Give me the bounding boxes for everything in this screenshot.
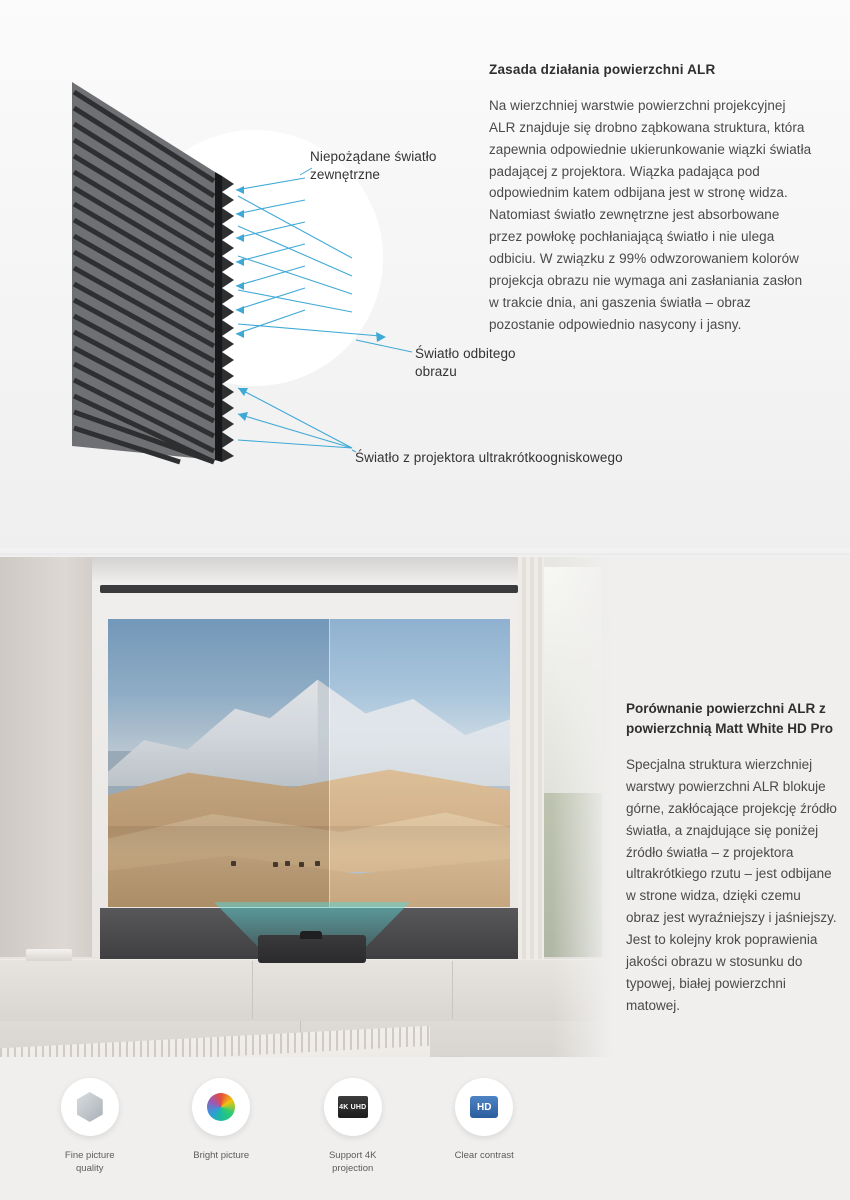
label-unwanted-light: Niepożądane światło zewnętrzne	[310, 149, 437, 183]
alr-principle-paragraph: Na wierzchniej warstwie powierzchni projekcyjnej ALR znajduje się drobno ząbkowana struktura, która zapewnia odpowiednie ukierunkowanie wiązki światła padającej z projektora. Wiązka padająca pod odpowiednim katem odbijana jest w stronę widza. Natomiast światło zewnętrzne jest absorbowane przez powłokę pochłaniającą światło i nie ulega odbiciu. W związku z 99% odwzorowaniem kolorów projekcja obrazu nie wymaga ani zasłaniania zasłon w trakcie dnia, ani gaszenia światła – obraz pozostanie odpowiednio nasycony i jasny.	[489, 98, 812, 332]
feature-label: Clear contrast	[454, 1150, 514, 1161]
feature-label: Support 4K projection	[328, 1150, 377, 1174]
label-reflected-image-light: Światło odbitego obrazu	[415, 346, 516, 380]
label-projector-light: Światło z projektora ultrakrótkoogniskowego	[355, 450, 623, 465]
living-room-photo	[0, 557, 612, 1057]
alr-principle-heading: Zasada działania powierzchni ALR	[489, 62, 716, 77]
alr-principle-text-column	[489, 62, 814, 335]
alr-comparison-text-column	[626, 699, 838, 1016]
color-wheel-icon	[207, 1093, 235, 1121]
credenza-seam	[452, 961, 453, 1019]
alr-principle-section	[0, 0, 850, 548]
feature-item-fine-picture-quality	[52, 1078, 128, 1188]
feature-item-clear-contrast	[447, 1078, 523, 1188]
ceiling-shadow	[92, 557, 522, 583]
feature-label: Fine picture quality	[64, 1150, 115, 1174]
media-credenza	[0, 959, 612, 1021]
feature-item-bright-picture	[184, 1078, 260, 1188]
feature-badge	[192, 1078, 250, 1136]
screen-top-casing	[100, 585, 518, 593]
alr-half-overlay	[329, 619, 510, 907]
matt-white-half-overlay	[108, 619, 329, 907]
hd-icon: HD	[470, 1096, 498, 1118]
feature-badge	[455, 1078, 513, 1136]
alr-comparison-heading: Porównanie powierzchni ALR z powierzchnią Matt White HD Pro	[626, 701, 834, 736]
feature-label: Bright picture	[193, 1150, 250, 1161]
alr-comparison-paragraph: Specjalna struktura wierzchniej warstwy powierzchni ALR blokuje górne, zakłócające projekcję źródło światła, a znajdujące się poniżej źródło światła – z projektora ultrakrótkiego rzutu – jest odbijane w strone widza, dzięki czemu obraz jest wyraźniejszy i jaśniejszy. Jest to kolejny krok poprawienia jakości obrazu w stosunku do typowej, białej powierzchni matowej.	[626, 757, 837, 1013]
curtain	[518, 557, 544, 969]
photo-right-fade	[552, 557, 612, 1057]
feature-badge	[61, 1078, 119, 1136]
books	[26, 949, 72, 961]
feature-item-support-4k-projection	[315, 1078, 391, 1188]
feature-icon-row	[52, 1078, 522, 1188]
4k-uhd-icon: 4K UHD	[338, 1096, 368, 1118]
credenza-seam	[252, 961, 253, 1019]
ust-projector	[258, 935, 366, 963]
diagram-graphic	[0, 0, 470, 520]
wall-left	[0, 557, 92, 957]
projector-lens	[300, 931, 322, 939]
projected-image	[108, 619, 510, 907]
feature-badge	[324, 1078, 382, 1136]
hexagon-icon	[77, 1092, 103, 1122]
